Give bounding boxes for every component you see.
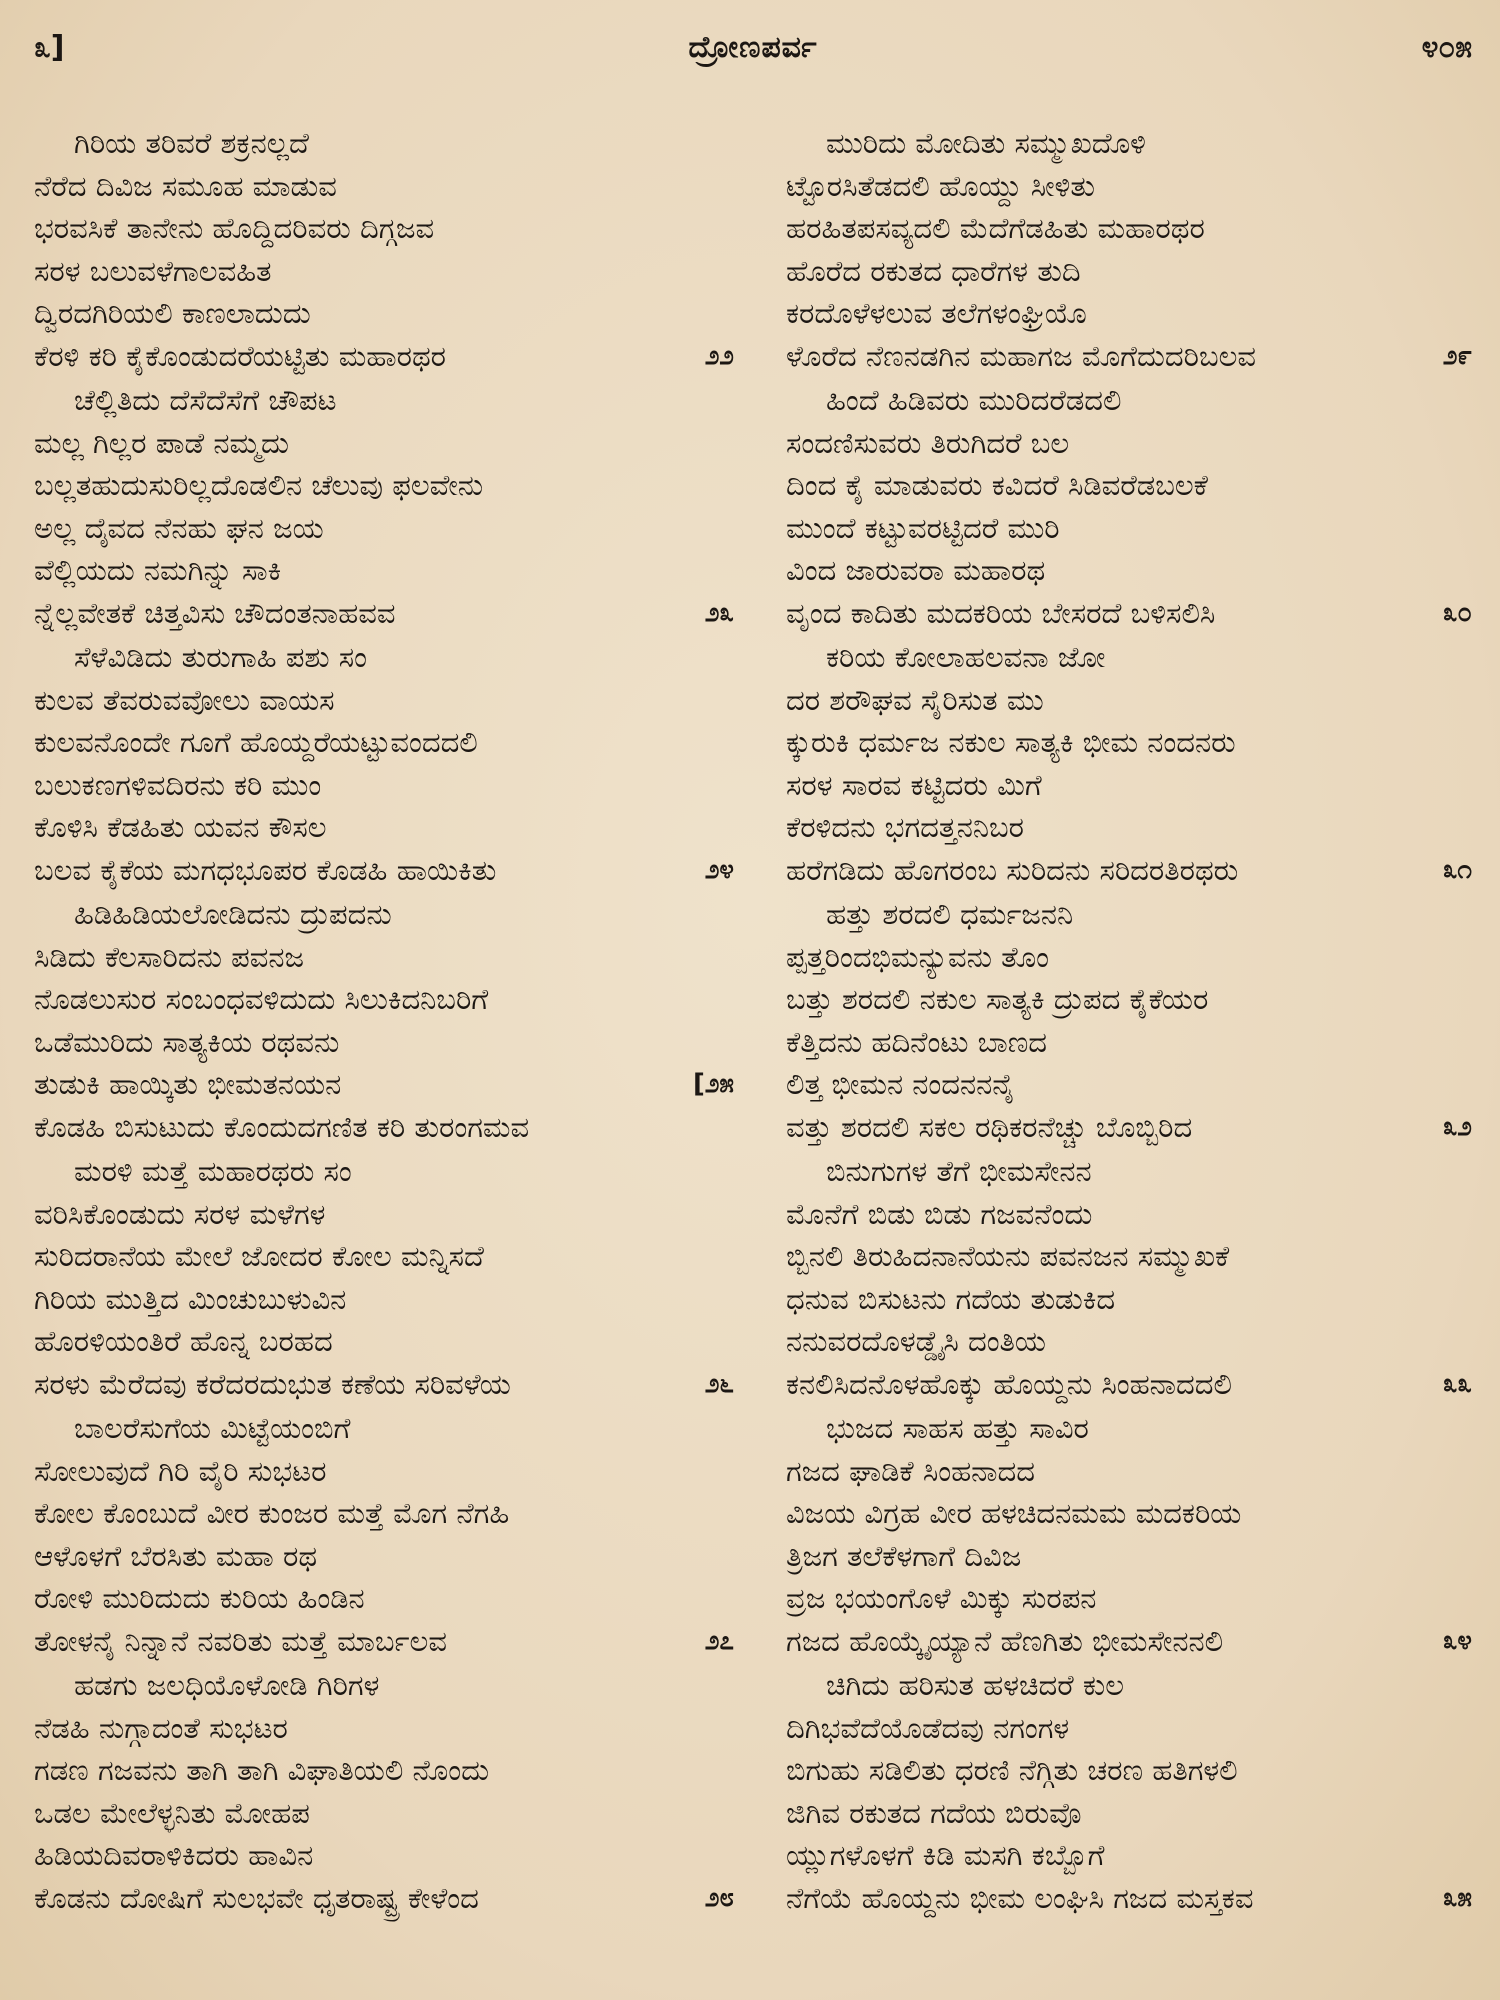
verse-line-text: ನೆರೆದ ದಿವಿಜ ಸಮೂಹ ಮಾಡುವ [34, 168, 337, 203]
verse-line [34, 1492, 734, 1535]
verse-line-text: ಳೊರೆದ ನೆಣನಡಗಿನ ಮಹಾಗಜ ಮೊಗೆದುದರಿಬಲವ [786, 338, 1256, 373]
verse-line-text: ವಿಂದ ಜಾರುವರಾ ಮಹಾರಥ [786, 553, 1046, 587]
verse-line-text: ಕೆರಳಿ ಕರಿ ಕೈಕೊಂಡುದರೆಯಟ್ಟಿತು ಮಹಾರಥರ [34, 338, 447, 373]
verse-line [34, 1106, 734, 1149]
verse-line [34, 1792, 734, 1835]
verse-number: [೨೫ [692, 1069, 734, 1099]
verse-line-text: ಚೆಲ್ಲಿತಿದು ದೆಸೆದೆಸೆಗೆ ಚೌಪಟ [74, 383, 337, 417]
verse-line [34, 507, 734, 550]
verse-line-text: ಹಿಂದೆ ಹಿಡಿವರು ಮುರಿದರೆಡದಲಿ [826, 383, 1122, 417]
verse-line-text: ತುಡುಕಿ ಹಾಯ್ಕಿತು ಭೀಮತನಯನ [34, 1067, 342, 1101]
verse-line-text: ಸಂದಣಿಸುವರು ತಿರುಗಿದರೆ ಬಲ [786, 425, 1070, 460]
right-column [786, 122, 1472, 1921]
verse-line-text: ಅಲ್ಲ ದೈವದ ನೆನಹು ಘನ ಜಯ [34, 510, 324, 545]
verse-line [786, 1363, 1472, 1406]
verse-line-text: ಆಳೊಳಗೆ ಬೆರಸಿತು ಮಹಾ ರಥ [34, 1538, 318, 1573]
verse-line [786, 806, 1472, 849]
verse-line-text: ಹರೆಗಡಿದು ಹೊಗರಂಬ ಸುರಿದನು ಸರಿದರತಿರಥರು [786, 852, 1239, 887]
verse-line-text: ಮೊನೆಗೆ ಬಿಡು ಬಿಡು ಗಜವನೆಂದು [786, 1196, 1093, 1231]
verse-line [34, 936, 734, 979]
verse-line-text: ಬಿಗುಹು ಸಡಿಲಿತು ಧರಣಿ ನೆಗ್ಗಿತು ಚರಣ ಹತಿಗಳಲಿ [786, 1753, 1238, 1787]
verse-line-text: ಹರಹಿತಪಸವ್ಯದಲಿ ಮೆದೆಗೆಡಹಿತು ಮಹಾರಥರ [786, 211, 1205, 245]
verse-columns [34, 122, 1472, 1921]
verse-number: ೩೩ [1442, 1368, 1472, 1399]
verse-line-text: ಗಿರಿಯ ಮುತ್ತಿದ ಮಿಂಚುಬುಳುವಿನ [34, 1281, 347, 1316]
verse-line-text: ಬಲುಕಣಗಳಿವದಿರನು ಕರಿ ಮುಂ [34, 767, 322, 802]
verse-line-text: ಬಲವ ಕೈಕೆಯ ಮಗಧಭೂಪರ ಕೊಡಹಿ ಹಾಯಿಕಿತು [34, 852, 497, 887]
verse-line [786, 1749, 1472, 1792]
verse-line-text: ಬಿನುಗುಗಳ ತೆಗೆ ಭೀಮಸೇನನ [826, 1154, 1092, 1188]
verse-line [34, 1450, 734, 1493]
verse-line-text: ದ್ವಿರದಗಿರಿಯಲಿ ಕಾಣಲಾದುದು [34, 296, 311, 330]
verse-line [34, 679, 734, 722]
verse-line [786, 721, 1472, 764]
verse-line-text: ವೃಂದ ಕಾದಿತು ಮದಕರಿಯ ಬೇಸರದೆ ಬಳಿಸಲಿಸಿ [786, 595, 1216, 630]
verse-line [786, 207, 1472, 250]
verse-number: ೩೨ [1442, 1111, 1472, 1142]
verse-line [786, 549, 1472, 592]
verse-line-text: ಚಿಗಿದು ಹರಿಸುತ ಹಳಚಿದರೆ ಕುಲ [826, 1668, 1124, 1702]
verse-line-text: ಬಾಲರೆಸುಗೆಯ ಮಿಟ್ಟೆಯಂಬಿಗೆ [74, 1411, 351, 1445]
stanza [34, 1150, 734, 1405]
verse-line-text: ಹಿಡಿಯದಿವರಾಳಿಕಿದರು ಹಾವಿನ [34, 1838, 314, 1872]
verse-line-text: ಗಿರಿಯ ತರಿವರೆ ಶಕ್ರನಲ್ಲದೆ [74, 126, 309, 160]
stanza [786, 1664, 1472, 1919]
verse-line-text: ಸರಳು ಮೆರೆದವು ಕರೆದರದುಭುತ ಕಣೆಯ ಸರಿವಳೆಯ [34, 1366, 511, 1401]
verse-line [786, 1193, 1472, 1236]
stanza [786, 122, 1472, 377]
verse-line [786, 250, 1472, 293]
verse-number: ೨೯ [1442, 340, 1472, 371]
verse-line [786, 1021, 1472, 1064]
verse-number: ೩೧ [1442, 854, 1472, 885]
verse-line [34, 893, 734, 936]
verse-line-text: ಒಡೆಮುರಿದು ಸಾತ್ಯಕಿಯ ರಥವನು [34, 1024, 340, 1059]
verse-number: ೨೮ [704, 1882, 734, 1913]
verse-line-text: ಭುಜದ ಸಾಹಸ ಹತ್ತು ಸಾವಿರ [826, 1411, 1089, 1445]
verse-line-text: ಪ್ಪತ್ತರಿಂದಭಿಮನ್ಯುವನು ತೊಂ [786, 939, 1050, 974]
verse-line-text: ತೋಳನೈ ನಿನ್ನಾನೆ ನವರಿತು ಮತ್ತೆ ಮಾರ್ಬಲವ [34, 1623, 447, 1658]
verse-line [786, 764, 1472, 807]
verse-line [786, 1106, 1472, 1149]
stanza [786, 636, 1472, 891]
verse-line [786, 592, 1472, 635]
verse-line [34, 1664, 734, 1707]
verse-line [786, 636, 1472, 679]
verse-line-text: ಧನುವ ಬಿಸುಟನು ಗದೆಯ ತುಡುಕಿದ [786, 1281, 1116, 1316]
stanza [34, 379, 734, 634]
verse-line [786, 1320, 1472, 1363]
verse-line [34, 165, 734, 208]
stanza [34, 1407, 734, 1662]
verse-line-text: ವಿಜಯ ವಿಗ್ರಹ ವೀರ ಹಳಚಿದನಮಮ ಮದಕರಿಯ [786, 1496, 1242, 1530]
verse-line [34, 1749, 734, 1792]
verse-line [786, 849, 1472, 892]
stanza [786, 379, 1472, 634]
verse-line [786, 1150, 1472, 1193]
verse-line-text: ಭರವಸಿಕೆ ತಾನೇನು ಹೊದ್ದಿದರಿವರು ದಿಗ್ಗಜವ [34, 211, 435, 245]
verse-line-text: ಕನಲಿಸಿದನೊಳಹೊಕ್ಕು ಹೊಯ್ದನು ಸಿಂಹನಾದದಲಿ [786, 1366, 1232, 1401]
verse-line-text: ಸರಳ ಸಾರವ ಕಟ್ಟಿದರು ಮಿಗೆ [786, 767, 1042, 802]
verse-line-text: ಹತ್ತು ಶರದಲಿ ಧರ್ಮಜನನಿ [826, 897, 1074, 931]
verse-line [786, 122, 1472, 165]
verse-line-text: ಮುಂದೆ ಕಟ್ಟುವರಟ್ಟಿದರೆ ಮುರಿ [786, 510, 1060, 545]
verse-line [786, 1664, 1472, 1707]
verse-line-text: ಮಲ್ಲ ಗಿಲ್ಲರ ಪಾಡೆ ನಮ್ಮದು [34, 425, 289, 460]
stanza [786, 1407, 1472, 1662]
verse-line [34, 1193, 734, 1236]
verse-line-text: ಸೋಲುವುದೆ ಗಿರಿ ವೈರಿ ಸುಭಟರ [34, 1453, 327, 1488]
verse-line [786, 1877, 1472, 1920]
verse-line [34, 335, 734, 378]
verse-line [34, 1535, 734, 1578]
stanza [786, 893, 1472, 1148]
verse-line-text: ಕುಲವ ತೆವರುವವೋಲು ವಾಯಸ [34, 682, 335, 717]
verse-line-text: ಕೆರಳಿದನು ಭಗದತ್ತನನಿಬರ [786, 810, 1024, 844]
verse-line [34, 1320, 734, 1363]
verse-line [786, 507, 1472, 550]
verse-line-text: ಹೊರೆದ ರಕುತದ ಧಾರೆಗಳ ತುದಿ [786, 253, 1081, 288]
verse-line-text: ಮುರಿದು ಮೋದಿತು ಸಮ್ಮುಖದೊಳಿ [826, 126, 1146, 160]
verse-line [34, 1278, 734, 1321]
verse-line [34, 250, 734, 293]
stanza [34, 1664, 734, 1919]
verse-line [786, 1535, 1472, 1578]
verse-line [786, 1577, 1472, 1620]
verse-line [34, 1620, 734, 1663]
verse-line [34, 122, 734, 165]
stanza [34, 636, 734, 891]
verse-line-text: ಕೊಡಹಿ ಬಿಸುಟುದು ಕೊಂದುದಗಣಿತ ಕರಿ ತುರಂಗಮವ [34, 1109, 530, 1144]
verse-number: ೨೨ [704, 340, 734, 371]
verse-line-text: ಬತ್ತು ಶರದಲಿ ನಕುಲ ಸಾತ್ಯಕಿ ದ್ರುಪದ ಕೈಕೆಯರ [786, 982, 1209, 1016]
verse-line-text: ಸೆಳೆವಿಡಿದು ತುರುಗಾಹಿ ಪಶು ಸಂ [74, 640, 368, 674]
verse-number: ೨೪ [704, 854, 734, 885]
verse-line-text: ತ್ರಿಜಗ ತಲೆಕೆಳಗಾಗೆ ದಿವಿಜ [786, 1538, 1022, 1573]
verse-line-text: ಟ್ಟೊರಸಿತೆಡದಲಿ ಹೊಯ್ದು ಸೀಳಿತು [786, 168, 1095, 203]
verse-line [786, 1407, 1472, 1450]
verse-line-text: ಬ್ಬಿನಲಿ ತಿರುಹಿದನಾನೆಯನು ಪವನಜನ ಸಮ್ಮುಖಕೆ [786, 1239, 1230, 1273]
verse-line [34, 1877, 734, 1920]
stanza [34, 122, 734, 377]
verse-line-text: ನೆಡಹಿ ನುಗ್ಗಾದಂತೆ ಸುಭಟರ [34, 1710, 288, 1745]
verse-line [786, 679, 1472, 722]
verse-line [34, 849, 734, 892]
stanza [786, 1150, 1472, 1405]
verse-line-text: ದರ ಶರೌಘವ ಸೈರಿಸುತ ಮು [786, 682, 1044, 717]
verse-line [34, 292, 734, 335]
verse-line [786, 1707, 1472, 1750]
verse-line-text: ಹಡಗು ಜಲಧಿಯೊಳೋಡಿ ಗಿರಿಗಳ [74, 1668, 380, 1702]
verse-line [34, 1407, 734, 1450]
verse-line [786, 1450, 1472, 1493]
verse-number: ೨೭ [704, 1625, 734, 1656]
verse-line [34, 1021, 734, 1064]
verse-line-text: ನ್ನೆಲ್ಲವೇತಕೆ ಚಿತ್ತವಿಸು ಚೌದಂತನಾಹವವ [34, 595, 396, 630]
verse-line-text: ದಿಂದ ಕೈ ಮಾಡುವರು ಕವಿದರೆ ಸಿಡಿವರೆಡಬಲಕೆ [786, 468, 1208, 502]
verse-line [34, 207, 734, 250]
verse-line [34, 464, 734, 507]
verse-line-text: ಕೋಲ ಕೊಂಬುದೆ ವೀರ ಕುಂಜರ ಮತ್ತೆ ಮೊಗ ನೆಗಹಿ [34, 1496, 510, 1530]
verse-line [786, 1834, 1472, 1877]
verse-number: ೩೪ [1442, 1625, 1472, 1656]
verse-line [786, 422, 1472, 465]
page-number: ೪೦೫ [1421, 30, 1472, 65]
verse-line-text: ಹಿಡಿಹಿಡಿಯಲೋಡಿದನು ದ್ರುಪದನು [74, 897, 392, 931]
verse-line [786, 165, 1472, 208]
verse-line [786, 292, 1472, 335]
verse-line-text: ಕೆತ್ತಿದನು ಹದಿನೆಂಟು ಬಾಣದ [786, 1024, 1048, 1059]
verse-line [786, 335, 1472, 378]
running-title: ದ್ರೋಣಪರ್ವ [688, 30, 818, 65]
stanza [34, 893, 734, 1148]
verse-line-text: ನನುವರದೊಳಡ್ಡೈಸಿ ದಂತಿಯ [786, 1324, 1046, 1358]
verse-line [786, 1063, 1472, 1106]
verse-line [786, 978, 1472, 1021]
verse-line [34, 1063, 734, 1106]
verse-line [34, 721, 734, 764]
verse-line [786, 379, 1472, 422]
verse-line-text: ಹೊರಳಿಯಂತಿರೆ ಹೊನ್ನ ಬರಹದ [34, 1324, 333, 1358]
left-column [34, 122, 734, 1921]
verse-line [786, 1235, 1472, 1278]
verse-line [786, 936, 1472, 979]
verse-line-text: ಸರಳ ಬಲುವಳೆಗಾಲವಹಿತ [34, 253, 272, 288]
verse-line [34, 806, 734, 849]
verse-line [786, 1620, 1472, 1663]
verse-line-text: ಲಿತ್ತ ಭೀಮನ ನಂದನನನೈ [786, 1067, 1015, 1101]
verse-number: ೨೬ [704, 1368, 734, 1399]
chapter-number: ೩] [34, 30, 65, 65]
verse-line-text: ಸಿಡಿದು ಕೆಲಸಾರಿದನು ಪವನಜ [34, 939, 304, 974]
verse-line-text: ಮರಳಿ ಮತ್ತೆ ಮಹಾರಥರು ಸಂ [74, 1154, 352, 1188]
verse-line-text: ದಿಗಿಭವೆದೆಯೊಡೆದವು ನಗಂಗಳ [786, 1710, 1070, 1745]
page-header [34, 26, 1472, 78]
verse-line-text: ಗಜದ ಘಾಡಿಕೆ ಸಿಂಹನಾದದ [786, 1453, 1036, 1488]
verse-line [34, 1363, 734, 1406]
verse-line [34, 1235, 734, 1278]
verse-line-text: ಜಿಗಿವ ರಕುತದ ಗದೆಯ ಬಿರುವೊ [786, 1795, 1082, 1830]
verse-line-text: ಕ್ಕುರುಕಿ ಧರ್ಮಜ ನಕುಲ ಸಾತ್ಯಕಿ ಭೀಮ ನಂದನರು [786, 725, 1236, 759]
verse-line-text: ಗಡಣ ಗಜವನು ತಾಗಿ ತಾಗಿ ವಿಘಾತಿಯಲಿ ನೊಂದು [34, 1753, 490, 1787]
verse-line-text: ಕೊಳಿಸಿ ಕೆಡಹಿತು ಯವನ ಕೌಸಲ [34, 810, 327, 844]
verse-line [34, 636, 734, 679]
verse-number: ೨೩ [704, 597, 734, 628]
verse-line [786, 464, 1472, 507]
verse-line-text: ವತ್ತು ಶರದಲಿ ಸಕಲ ರಥಿಕರನೆಚ್ಚು ಬೊಬ್ಬಿರಿದ [786, 1109, 1193, 1144]
verse-line-text: ಕುಲವನೊಂದೇ ಗೂಗೆ ಹೊಯ್ದರೆಯಟ್ಟುವಂದದಲಿ [34, 725, 478, 759]
verse-line [786, 1278, 1472, 1321]
verse-line-text: ಕೊಡನು ದೋಷಿಗೆ ಸುಲಭವೇ ಧೃತರಾಷ್ಟ್ರ ಕೇಳೆಂದ [34, 1880, 479, 1915]
verse-line-text: ಕರದೊಳೆಳಲುವ ತಲೆಗಳಂಘ್ರಿಯೊ [786, 296, 1087, 330]
verse-line [34, 1150, 734, 1193]
verse-line-text: ಸುರಿದರಾನೆಯ ಮೇಲೆ ಜೋದರ ಕೋಲ ಮನ್ನಿಸದೆ [34, 1239, 484, 1273]
verse-line [786, 893, 1472, 936]
verse-line-text: ಒಡಲ ಮೇಲೆಳ್ಳನಿತು ಮೋಹಪ [34, 1795, 310, 1830]
verse-line [34, 1577, 734, 1620]
verse-line [34, 549, 734, 592]
verse-line-text: ಗಜದ ಹೊಯ್ಕೈಯ್ಯಾನೆ ಹೆಣಗಿತು ಭೀಮಸೇನನಲಿ [786, 1623, 1224, 1658]
verse-line [786, 1492, 1472, 1535]
verse-number: ೩೦ [1442, 597, 1472, 628]
verse-line [34, 592, 734, 635]
verse-line-text: ನೆಗೆಯೆ ಹೊಯ್ದನು ಭೀಮ ಲಂಘಿಸಿ ಗಜದ ಮಸ್ತಕವ [786, 1880, 1254, 1915]
verse-line-text: ವರಿಸಿಕೊಂಡುದು ಸರಳ ಮಳೆಗಳ [34, 1196, 326, 1231]
verse-line-text: ಯ್ಲುಗಳೊಳಗೆ ಕಿಡಿ ಮಸಗಿ ಕಬ್ಬೊಗೆ [786, 1838, 1105, 1872]
verse-line-text: ಕರಿಯ ಕೋಲಾಹಲವನಾ ಜೋ [826, 640, 1106, 674]
verse-line [34, 1707, 734, 1750]
verse-line [34, 422, 734, 465]
verse-line [34, 1834, 734, 1877]
verse-line-text: ರೋಳಿ ಮುರಿದುದು ಕುರಿಯ ಹಿಂಡಿನ [34, 1581, 365, 1615]
verse-line-text: ವೆಲ್ಲಿಯದು ನಮಗಿನ್ನು ಸಾಕಿ [34, 553, 282, 587]
verse-number: ೩೫ [1442, 1882, 1472, 1913]
verse-line-text: ವ್ರಜ ಭಯಂಗೊಳೆ ಮಿಕ್ಕು ಸುರಪನ [786, 1581, 1097, 1615]
verse-line [34, 379, 734, 422]
verse-line [34, 978, 734, 1021]
verse-line-text: ನೊಡಲುಸುರ ಸಂಬಂಧವಳಿದುದು ಸಿಲುಕಿದನಿಬರಿಗೆ [34, 982, 489, 1016]
verse-line [34, 764, 734, 807]
verse-line-text: ಬಲ್ಲತಹುದುಸುರಿಲ್ಲದೊಡಲಿನ ಚೆಲುವು ಫಲವೇನು [34, 468, 484, 502]
verse-line [786, 1792, 1472, 1835]
